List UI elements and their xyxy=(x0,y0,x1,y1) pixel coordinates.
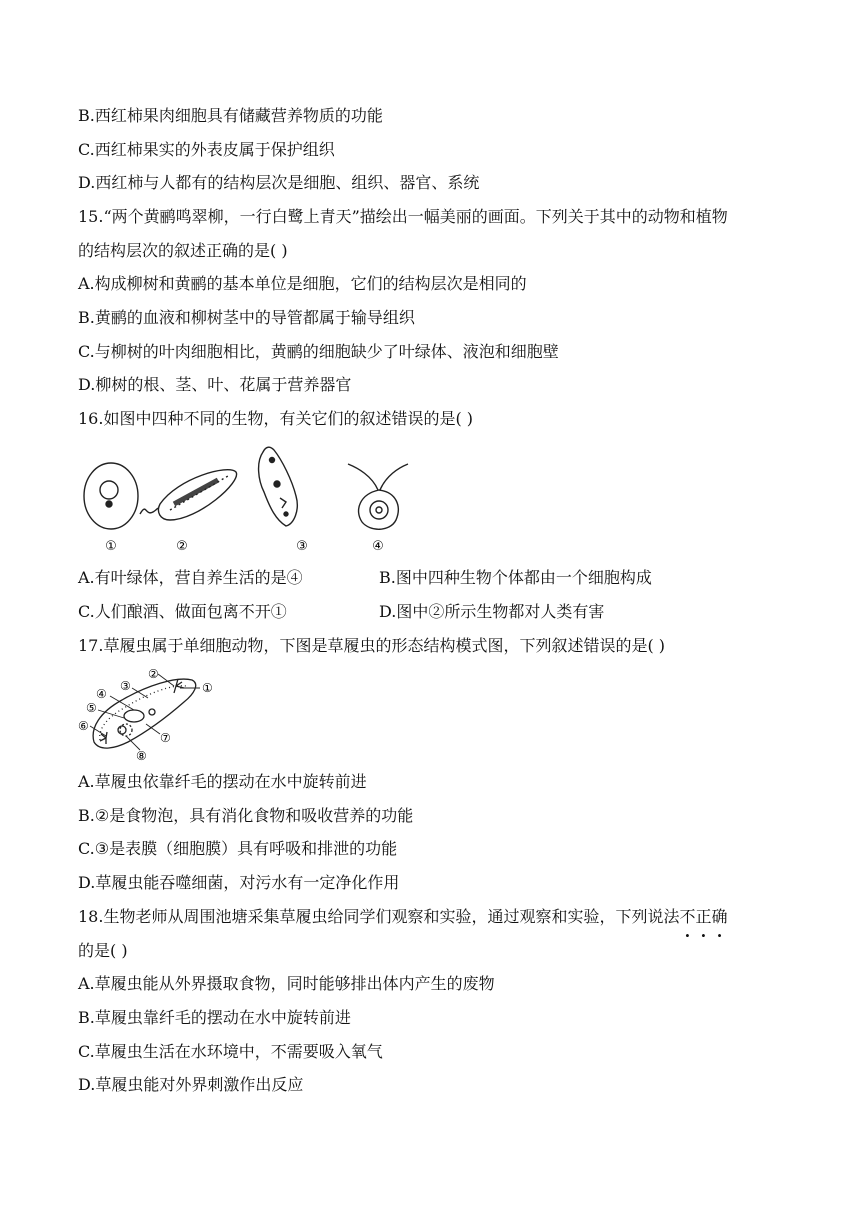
organism-3-protozoan xyxy=(259,447,298,526)
fig16-label-2: ② xyxy=(176,539,188,554)
fig17-label-5: ⑤ xyxy=(86,701,97,715)
fig17-label-7: ⑦ xyxy=(160,731,171,745)
q17-option-d: D.草履虫能吞噬细菌，对污水有一定净化作用 xyxy=(78,873,400,892)
q15-stem-line2: 的结构层次的叙述正确的是( ) xyxy=(78,241,288,260)
q14-option-d: D.西红柿与人都有的结构层次是细胞、组织、器官、系统 xyxy=(78,173,480,192)
q16-option-d: D.图中②所示生物都对人类有害 xyxy=(379,602,605,621)
fig16-label-3: ③ xyxy=(296,539,308,554)
organism-1-yeast xyxy=(84,463,138,529)
q17-option-b: B.②是食物泡，具有消化食物和吸收营养的功能 xyxy=(78,806,414,825)
fig17-label-2: ② xyxy=(148,667,159,681)
q17-option-a: A.草履虫依靠纤毛的摆动在水中旋转前进 xyxy=(78,772,367,791)
q16-figure xyxy=(78,440,428,555)
q18-emphasis-text xyxy=(679,907,727,927)
emphasis-char: 不 xyxy=(679,907,696,926)
q18-option-d: D.草履虫能对外界刺激作出反应 xyxy=(78,1075,304,1094)
q17-stem: 17.草履虫属于单细胞动物，下图是草履虫的形态结构模式图，下列叙述错误的是( ) xyxy=(78,636,666,655)
fig17-label-4: ④ xyxy=(96,687,107,701)
q16-option-b: B.图中四种生物个体都由一个细胞构成 xyxy=(379,568,652,587)
q15-option-a: A.构成柳树和黄鹂的基本单位是细胞，它们的结构层次是相同的 xyxy=(78,274,527,293)
q16-stem: 16.如图中四种不同的生物，有关它们的叙述错误的是( ) xyxy=(78,409,474,428)
q17-figure xyxy=(76,664,226,764)
fig17-label-1: ① xyxy=(202,681,213,695)
q17-option-c: C.③是表膜（细胞膜）具有呼吸和排泄的功能 xyxy=(78,839,398,858)
q18-stem-line1 xyxy=(78,907,728,927)
organism-4-chlamydomonas xyxy=(348,464,408,529)
q18-emphasis-dotted xyxy=(679,907,727,926)
fig17-label-6: ⑥ xyxy=(78,719,89,733)
q16-option-c: C.人们酿酒、做面包离不开① xyxy=(78,602,287,621)
fig16-label-1: ① xyxy=(105,539,117,554)
emphasis-char: 正 xyxy=(695,907,712,926)
fig17-label-3: ③ xyxy=(120,679,131,693)
fig17-label-8: ⑧ xyxy=(136,749,147,763)
organism-2-bacterium xyxy=(140,470,237,520)
q18-stem-line2: 的是( ) xyxy=(78,941,128,960)
q18-option-c: C.草履虫生活在水环境中，不需要吸入氧气 xyxy=(78,1042,383,1061)
q18-option-b: B.草履虫靠纤毛的摆动在水中旋转前进 xyxy=(78,1008,351,1027)
q14-option-b: B.西红柿果肉细胞具有储藏营养物质的功能 xyxy=(78,106,383,125)
q18-option-a: A.草履虫能从外界摄取食物，同时能够排出体内产生的废物 xyxy=(78,974,495,993)
fig16-label-4: ④ xyxy=(372,539,384,554)
q15-stem-line1: 15.“两个黄鹂鸣翠柳，一行白鹭上青天”描绘出一幅美丽的画面。下列关于其中的动物和植物 xyxy=(78,207,728,226)
q15-option-c: C.与柳树的叶肉细胞相比，黄鹂的细胞缺少了叶绿体、液泡和细胞壁 xyxy=(78,342,559,361)
q16-option-a: A.有叶绿体，营自养生活的是④ xyxy=(78,568,303,587)
q14-option-c: C.西红柿果实的外表皮属于保护组织 xyxy=(78,140,335,159)
q15-option-b: B.黄鹂的血液和柳树茎中的导管都属于输导组织 xyxy=(78,308,415,327)
emphasis-char: 确 xyxy=(711,907,728,926)
q15-option-d: D.柳树的根、茎、叶、花属于营养器官 xyxy=(78,375,352,394)
q18-stem-text: 18.生物老师从周围池塘采集草履虫给同学们观察和实验，通过观察和实验，下列说法 xyxy=(78,907,680,926)
